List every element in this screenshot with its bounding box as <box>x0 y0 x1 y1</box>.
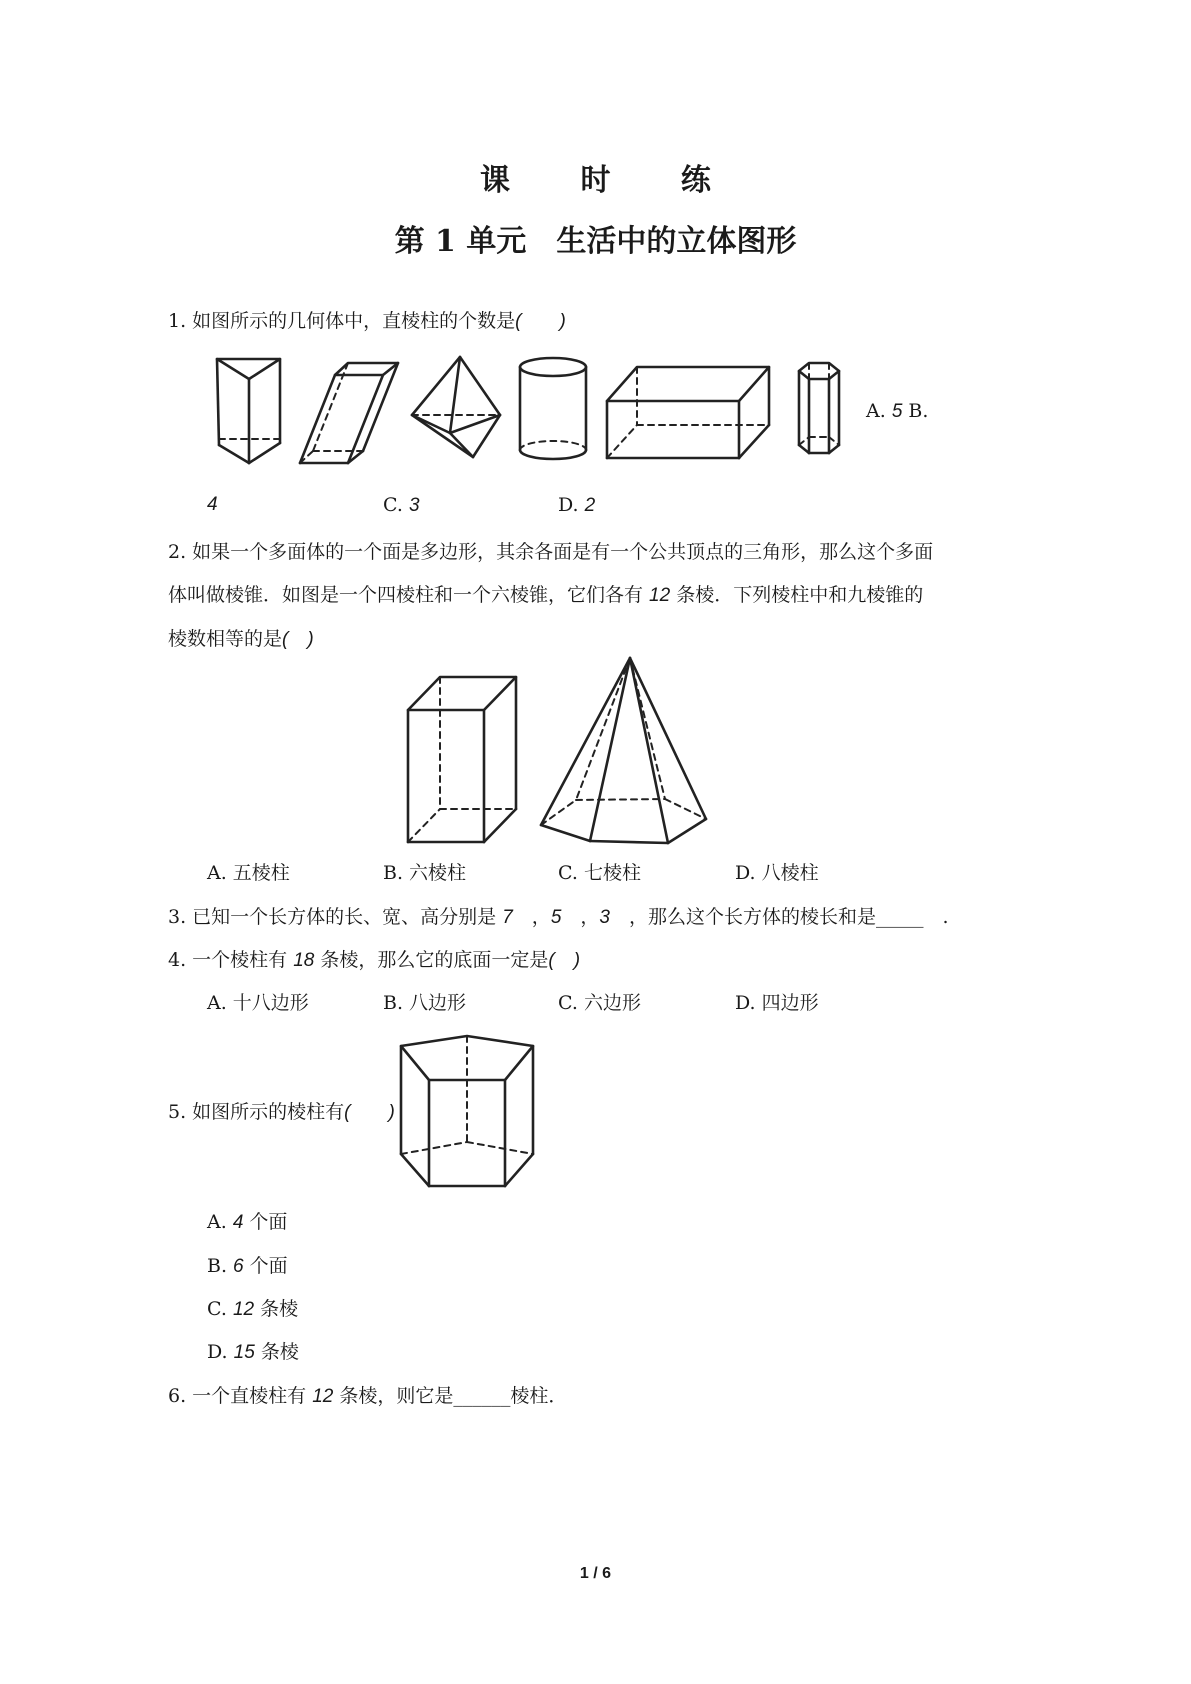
q3-answer-blank[interactable]: _____ <box>876 906 924 928</box>
q1-option-c: C. 3 <box>383 494 420 516</box>
q4-stem: 4. 一个棱柱有 18 条棱，那么它的底面一定是( ) <box>168 949 581 971</box>
page-subtitle: 第 1 单元 生活中的立体图形 <box>394 224 797 259</box>
q2-option-b: B. 六棱柱 <box>383 862 467 884</box>
q1-figures <box>205 345 865 475</box>
q2-line-2: 体叫做棱锥．如图是一个四棱柱和一个六棱锥，它们各有 12 条棱．下列棱柱中和九棱锥的 <box>168 584 924 606</box>
double-pyramid-figure <box>412 357 500 457</box>
q1-option-a: A. 5 B. <box>866 400 929 422</box>
square-prism-figure <box>408 677 516 842</box>
q2-option-d: D. 八棱柱 <box>735 862 819 884</box>
q1-option-d: D. 2 <box>558 494 596 516</box>
q3-stem: 3. 已知一个长方体的长、宽、高分别是 7 ，5 ，3 ，那么这个长方体的棱长和是_____ . <box>168 906 949 928</box>
page-title: 课 时 练 <box>480 163 741 198</box>
q5-option-d: D. 15 条棱 <box>207 1341 299 1363</box>
q1-stem: 1. 如图所示的几何体中，直棱柱的个数是( ) <box>168 310 566 332</box>
q4-option-b: B. 八边形 <box>383 992 467 1014</box>
q6-answer-blank[interactable]: ______ <box>453 1385 511 1407</box>
hexagonal-prism-figure <box>799 363 839 453</box>
hexagonal-pyramid-figure <box>541 658 706 843</box>
oblique-prism-figure <box>300 363 398 463</box>
q2-figures <box>400 655 720 850</box>
q5-stem: 5. 如图所示的棱柱有( ) <box>168 1101 395 1123</box>
q2-option-c: C. 七棱柱 <box>558 862 641 884</box>
q5-option-c: C. 12 条棱 <box>207 1298 299 1320</box>
q4-option-c: C. 六边形 <box>558 992 641 1014</box>
q5-option-b: B. 6 个面 <box>207 1255 288 1277</box>
q2-line-1: 2. 如果一个多面体的一个面是多边形，其余各面是有一个公共顶点的三角形，那么这个多面 <box>168 541 934 563</box>
page-number: 1 / 6 <box>579 1565 612 1582</box>
q2-line-3: 棱数相等的是( ) <box>168 628 314 650</box>
cylinder-figure <box>520 358 586 459</box>
pentagonal-prism-figure <box>393 1030 543 1192</box>
q4-option-d: D. 四边形 <box>735 992 819 1014</box>
q2-option-a: A. 五棱柱 <box>207 862 290 884</box>
q6-stem: 6. 一个直棱柱有 12 条棱，则它是______棱柱． <box>168 1385 568 1407</box>
cuboid-figure <box>607 367 769 458</box>
triangular-prism-figure <box>217 359 280 463</box>
q4-option-a: A. 十八边形 <box>207 992 309 1014</box>
q5-option-a: A. 4 个面 <box>207 1211 288 1233</box>
q1-option-b-value: 4 <box>207 494 218 515</box>
